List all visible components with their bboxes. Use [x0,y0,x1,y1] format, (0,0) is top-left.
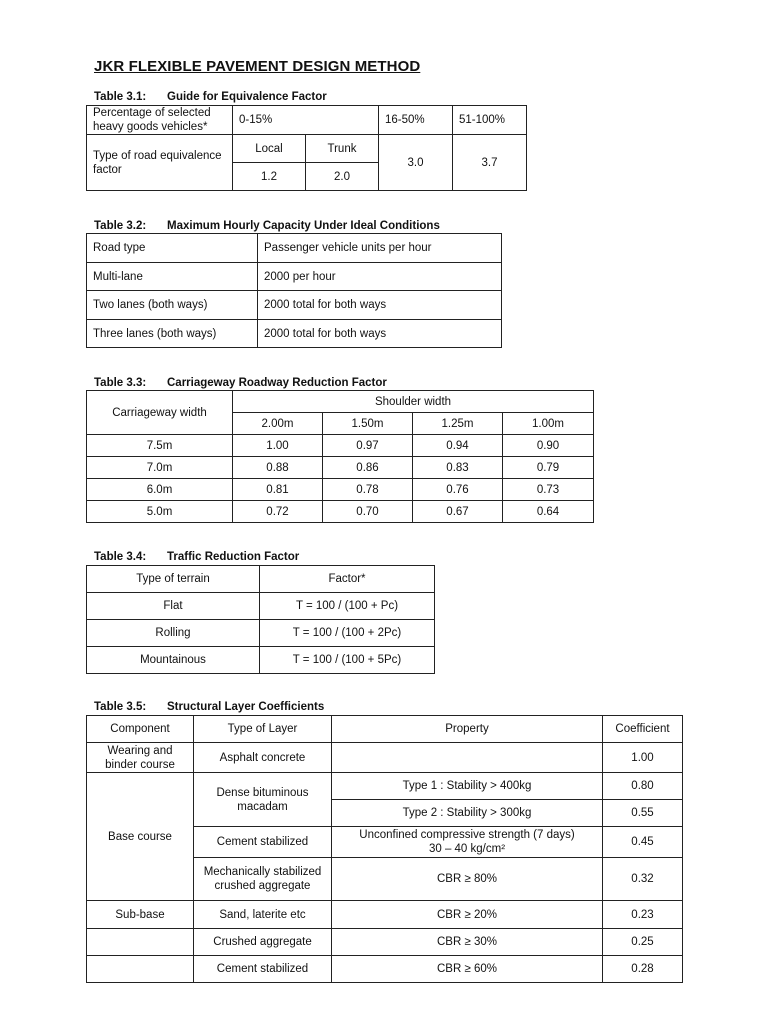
table-cell: 0.97 [323,435,413,457]
table-cell: 0.25 [603,929,683,956]
table-cell: 2000 total for both ways [258,291,502,320]
table-cell: 5.0m [87,501,233,523]
table-cell: 2.0 [306,163,379,191]
table-cell: 2.00m [233,413,323,435]
table-number: Table 3.1: [94,91,147,103]
table-cell: 1.00 [233,435,323,457]
table-cell [332,827,603,858]
table-cell: Two lanes (both ways) [87,291,258,320]
table-cell: 51-100% [453,106,527,135]
table-cell: 0.67 [413,501,503,523]
table-cell: 0.32 [603,858,683,901]
table-cell: Type of road equivalence factor [87,135,233,191]
table-cell: 0.78 [323,479,413,501]
table-cell: 0.86 [323,457,413,479]
structural-layer-table [86,715,683,983]
table-cell: 0.28 [603,956,683,983]
table-number: Table 3.3: [94,377,147,389]
table-cell: 0.23 [603,901,683,929]
table-cell: Passenger vehicle units per hour [258,234,502,263]
table-cell: Cement stabilized [194,827,332,858]
table-cell: Flat [87,593,260,620]
table-caption: Maximum Hourly Capacity Under Ideal Conditions [167,220,440,232]
table-cell: 1.2 [233,163,306,191]
table-3-2-caption [94,220,440,232]
table-cell: Asphalt concrete [194,743,332,773]
table-cell: Road type [87,234,258,263]
table-cell: Local [233,135,306,163]
table-3-3-caption [94,377,387,389]
table-cell: 3.7 [453,135,527,191]
property-line: Unconfined compressive strength (7 days) [359,829,575,841]
table-cell: 2000 per hour [258,263,502,291]
table-cell: Sand, laterite etc [194,901,332,929]
table-cell: 16-50% [379,106,453,135]
table-cell: 1.25m [413,413,503,435]
table-cell: 7.5m [87,435,233,457]
table-cell: Crushed aggregate [194,929,332,956]
table-cell: CBR ≥ 60% [332,956,603,983]
table-number: Table 3.5: [94,701,147,713]
table-number: Table 3.4: [94,551,147,563]
table-cell: CBR ≥ 20% [332,901,603,929]
table-cell: Factor* [260,566,435,593]
table-caption: Carriageway Roadway Reduction Factor [167,377,387,389]
table-3-1-caption [94,91,327,103]
table-cell: Wearing and binder course [87,743,194,773]
table-cell: Mechanically stabilized crushed aggregate [194,858,332,901]
table-cell: Multi-lane [87,263,258,291]
table-header-cell: Component [87,716,194,743]
table-cell: 7.0m [87,457,233,479]
table-cell: 1.00m [503,413,594,435]
table-cell: 0.81 [233,479,323,501]
table-cell: Type 2 : Stability > 300kg [332,800,603,827]
table-cell: 3.0 [379,135,453,191]
table-cell: 0.94 [413,435,503,457]
table-cell [87,929,194,956]
table-cell: Carriageway width [87,391,233,435]
table-3-5-caption [94,701,324,713]
table-cell: 0.45 [603,827,683,858]
table-caption: Guide for Equivalence Factor [167,91,327,103]
roadway-reduction-table [86,390,594,523]
table-header-cell: Coefficient [603,716,683,743]
table-3-4-caption [94,551,299,563]
table-cell: 0.88 [233,457,323,479]
table-cell: Sub-base [87,901,194,929]
table-cell: T = 100 / (100 + 5Pc) [260,647,435,674]
traffic-reduction-table [86,565,435,674]
table-cell: T = 100 / (100 + 2Pc) [260,620,435,647]
table-cell: Dense bituminous macadam [194,773,332,827]
table-cell: Three lanes (both ways) [87,320,258,348]
table-cell: CBR ≥ 30% [332,929,603,956]
table-cell: 2000 total for both ways [258,320,502,348]
table-cell [332,743,603,773]
table-header-cell: Type of Layer [194,716,332,743]
table-cell: Type of terrain [87,566,260,593]
table-cell: 0.76 [413,479,503,501]
table-cell: 0.79 [503,457,594,479]
table-header-cell: Property [332,716,603,743]
table-cell: T = 100 / (100 + Pc) [260,593,435,620]
table-cell: 6.0m [87,479,233,501]
table-cell: 1.50m [323,413,413,435]
table-cell: 0-15% [233,106,379,135]
table-cell: 0.70 [323,501,413,523]
table-cell: 0.55 [603,800,683,827]
table-cell: Base course [87,773,194,901]
table-cell: Rolling [87,620,260,647]
table-caption: Structural Layer Coefficients [167,701,325,713]
table-cell: 0.83 [413,457,503,479]
table-cell: 0.73 [503,479,594,501]
table-cell: Mountainous [87,647,260,674]
table-cell: Trunk [306,135,379,163]
document-title: JKR FLEXIBLE PAVEMENT DESIGN METHOD [94,58,421,75]
table-cell: Type 1 : Stability > 400kg [332,773,603,800]
equivalence-factor-table [86,105,527,191]
table-cell: 0.90 [503,435,594,457]
table-number: Table 3.2: [94,220,147,232]
table-cell: Percentage of selected heavy goods vehicles* [87,106,233,135]
table-cell: Cement stabilized [194,956,332,983]
table-cell: 0.72 [233,501,323,523]
table-cell: 0.80 [603,773,683,800]
property-line: 30 – 40 kg/cm² [428,843,506,855]
table-cell: 1.00 [603,743,683,773]
hourly-capacity-table [86,233,502,348]
table-cell: Shoulder width [233,391,594,413]
table-cell [87,956,194,983]
table-cell: 0.64 [503,501,594,523]
table-cell: CBR ≥ 80% [332,858,603,901]
table-caption: Traffic Reduction Factor [167,551,300,563]
